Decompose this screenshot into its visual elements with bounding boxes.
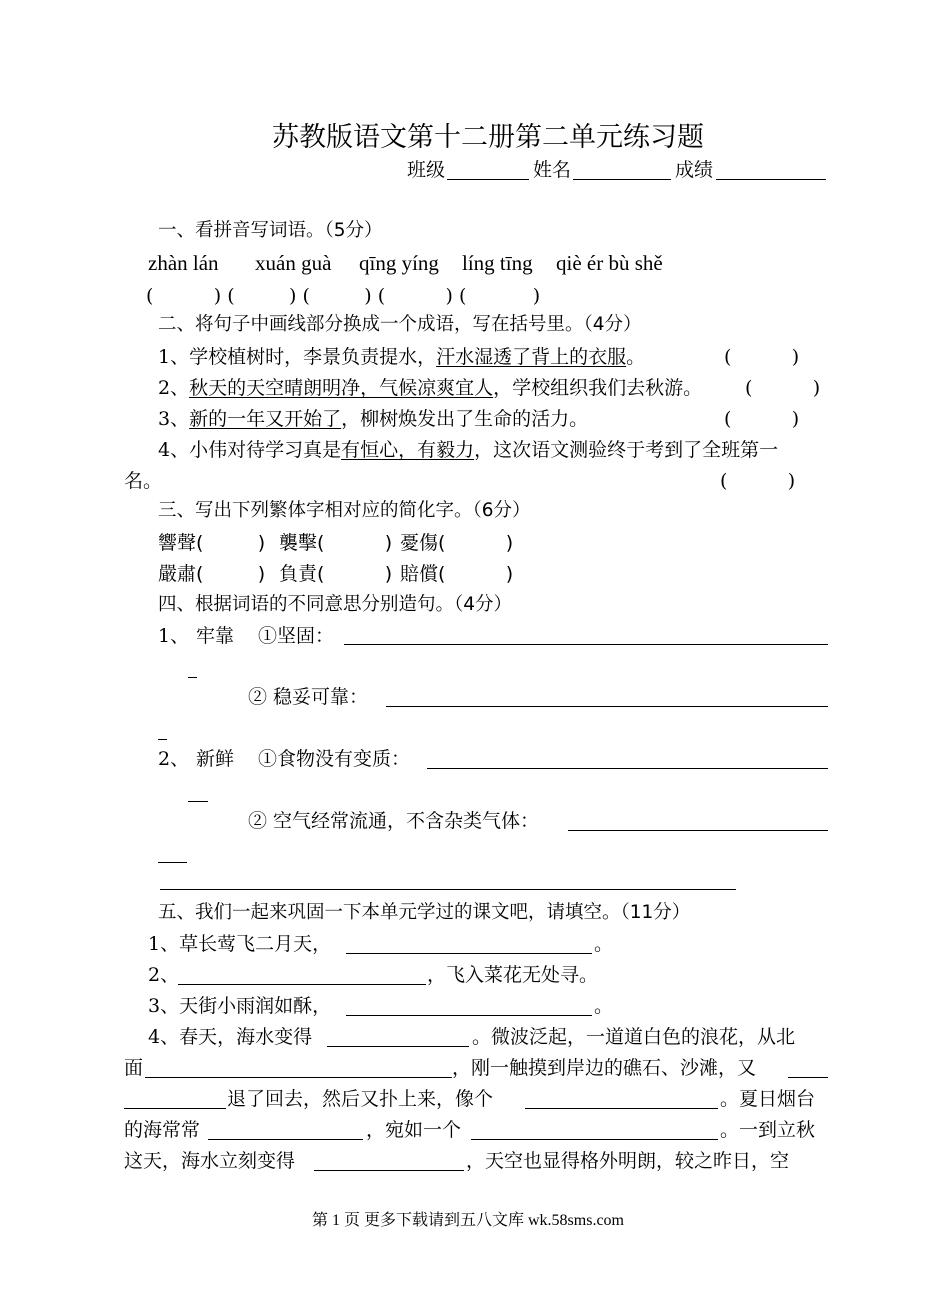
s5-q4-line3-b: 。夏日烟台: [720, 1088, 816, 1110]
s5-q1-end: 。: [594, 933, 614, 955]
class-blank: [447, 179, 529, 180]
s5-q4-line1-a: 4、春天，海水变得: [148, 1026, 313, 1048]
pinyin-4: líng tīng: [462, 251, 533, 275]
s2-question-1: 1、学校植树时，李景负责提水，汗水湿透了背上的衣服。: [158, 346, 646, 368]
s5-q4-line5-b: ，天空也显得格外明朗，较之昨日，空: [466, 1150, 790, 1172]
s5-q4-blank-7: [314, 1170, 464, 1171]
s5-q4-blank-3: [788, 1077, 828, 1078]
name-label: 姓名: [533, 159, 572, 181]
s4-q1-blank-2: [386, 706, 828, 707]
s5-q4-line2-b: ，刚一触摸到岸边的礁石、沙滩，又: [452, 1057, 757, 1079]
s2-question-4: 4、小伟对待学习真是有恒心，有毅力，这次语文测验终于考到了全班第一: [158, 439, 779, 461]
s5-q4-blank-4: [525, 1108, 718, 1109]
s5-q4-line1-b: 。微波泛起，一道道白色的浪花，从北: [472, 1026, 796, 1048]
section-1-heading: 一、看拼音写词语。（5分）: [158, 220, 383, 241]
pinyin-2: xuán guà: [255, 251, 332, 275]
s5-q4-blank-6: [471, 1139, 718, 1140]
s5-q4-line4-b: ，宛如一个: [366, 1119, 462, 1141]
s2-answer-1: ( ): [724, 346, 800, 368]
section-divider: [160, 889, 736, 890]
s4-q1-blank-1-tail: [188, 677, 197, 678]
s2-answer-4: ( ): [720, 470, 796, 492]
s5-q4-blank-2: [145, 1077, 452, 1078]
score-label: 成绩: [675, 159, 714, 181]
trad-item-2: 襲擊( ): [279, 532, 393, 554]
s2-question-3: 3、新的一年又开始了，柳树焕发出了生命的活力。: [158, 408, 589, 430]
trad-item-5: 負責( ): [279, 563, 393, 585]
s5-q3-text: 3、天街小雨润如酥，: [148, 995, 332, 1017]
s4-q2-blank-1: [427, 768, 828, 769]
section-4-heading: 四、根据词语的不同意思分别造句。（4分）: [158, 594, 513, 615]
score-blank: [716, 179, 826, 180]
trad-item-6: 賠償( ): [400, 563, 514, 585]
s4-q1-meaning-2: ② 稳妥可靠：: [248, 686, 369, 708]
s4-q2-blank-2-tail: [158, 862, 187, 863]
s5-q4-line2-a: 面: [124, 1057, 144, 1079]
section-5-heading: 五、我们一起来巩固一下本单元学过的课文吧，请填空。（11分）: [158, 902, 691, 923]
s4-q1-blank-2-tail: [158, 739, 167, 740]
s4-q1-blank-1: [344, 644, 828, 645]
section-3-heading: 三、写出下列繁体字相对应的简化字。（6分）: [158, 500, 531, 521]
s5-q4-line5-a: 这天，海水立刻变得: [124, 1150, 296, 1172]
s5-q2-text: ，飞入菜花无处寻。: [427, 964, 599, 986]
s5-q1-text: 1、草长莺飞二月天，: [148, 933, 332, 955]
s4-q2-blank-1-tail: [188, 801, 208, 802]
s2-question-2: 2、秋天的天空晴朗明净，气候凉爽宜人，学校组织我们去秋游。: [158, 377, 703, 399]
pinyin-5: qiè ér bù shě: [556, 251, 663, 275]
s5-q2-number: 2、: [148, 964, 180, 986]
s4-q1-meaning-1: ①坚固：: [258, 625, 335, 647]
class-label: 班级: [407, 159, 446, 181]
name-blank: [573, 179, 671, 180]
s4-q2-meaning-1: ①食物没有变质：: [258, 748, 411, 770]
s2-answer-3: ( ): [724, 408, 800, 430]
s4-q1-number: 1、: [158, 625, 190, 647]
section-2-heading: 二、将句子中画线部分换成一个成语，写在括号里。（4分）: [158, 314, 642, 335]
s5-q4-line3-a: 退了回去，然后又扑上来，像个: [227, 1088, 494, 1110]
s5-q4-blank-5: [208, 1139, 363, 1140]
pinyin-answer-brackets: ( ) ( ) ( ) ( ) ( ): [146, 285, 541, 307]
s5-q3-blank: [346, 1015, 592, 1016]
s2-answer-2: ( ): [745, 377, 821, 399]
s4-q2-word: 新鲜: [196, 748, 235, 770]
s5-q3-end: 。: [594, 995, 614, 1017]
s5-q2-blank: [178, 984, 426, 985]
pinyin-1: zhàn lán: [148, 251, 219, 275]
s4-q2-blank-2: [568, 830, 828, 831]
s2-question-4-cont: 名。: [124, 470, 163, 492]
trad-item-3: 憂傷( ): [400, 532, 514, 554]
s5-q4-line4-c: 。一到立秋: [720, 1119, 816, 1141]
page-footer: 第 1 页 更多下载请到五八文库 wk.58sms.com: [312, 1212, 625, 1229]
page-title: 苏教版语文第十二册第二单元练习题: [272, 122, 704, 153]
s5-q4-blank-3-cont: [124, 1108, 226, 1109]
s4-q2-number: 2、: [158, 748, 190, 770]
s5-q1-blank: [346, 953, 592, 954]
s5-q4-line4-a: 的海常常: [124, 1119, 201, 1141]
s4-q1-word: 牢靠: [196, 625, 235, 647]
s4-q2-meaning-2: ② 空气经常流通，不含杂类气体：: [248, 810, 540, 832]
pinyin-3: qīng yíng: [359, 251, 439, 275]
trad-item-1: 響聲( ): [158, 532, 266, 554]
trad-item-4: 嚴肅( ): [158, 563, 266, 585]
s5-q4-blank-1: [327, 1046, 469, 1047]
